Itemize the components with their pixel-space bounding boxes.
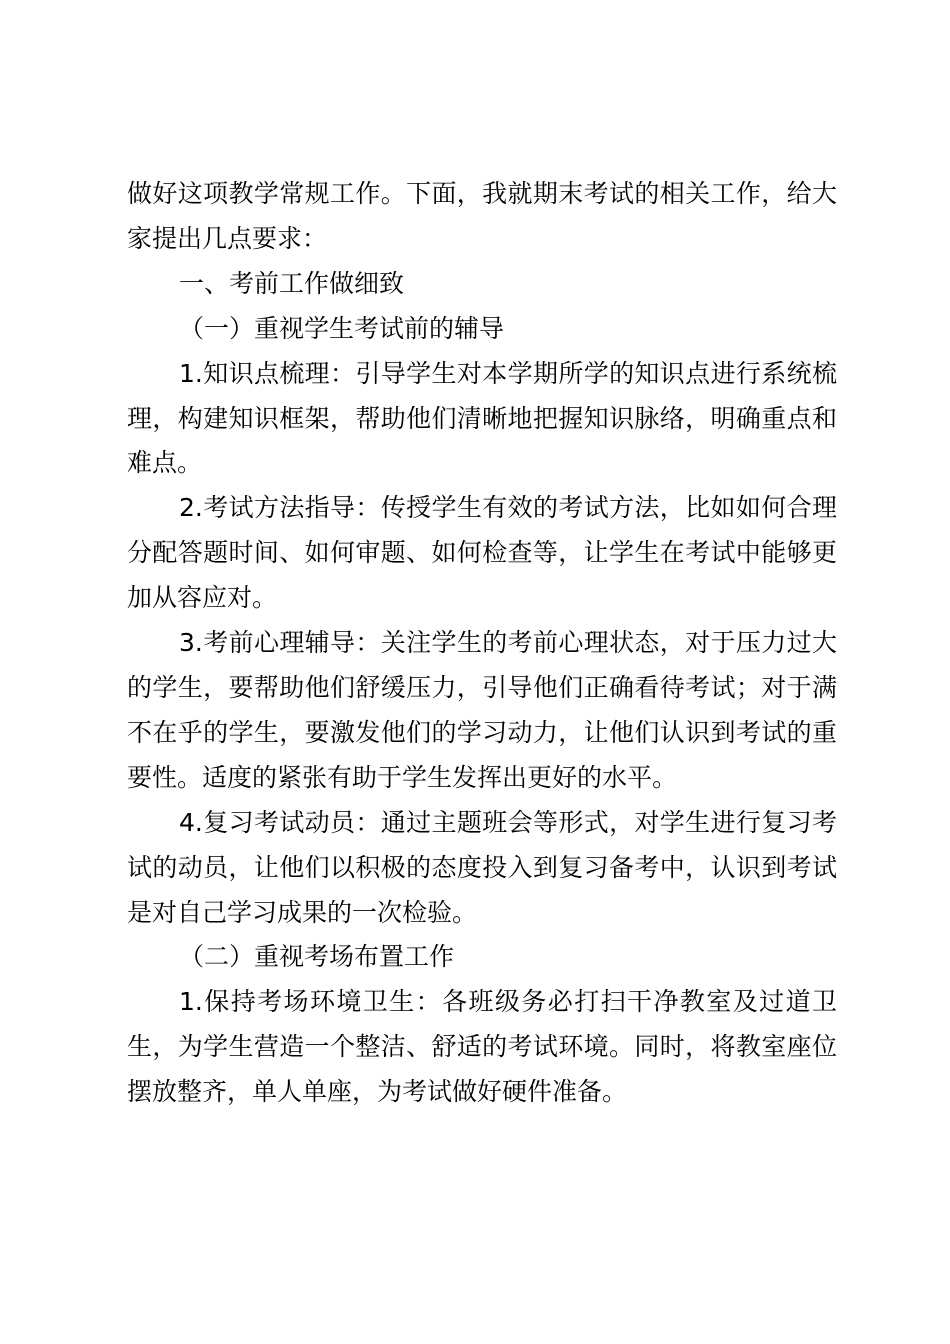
subsection-heading-1: （一）重视学生考试前的辅导	[179, 313, 505, 343]
subsection-heading-2: （二）重视考场布置工作	[179, 942, 455, 972]
paragraph-psych-counseling: 3.考前心理辅导：关注学生的考前心理状态，对于压力过大的学生，要帮助他们舒缓压力，引导他们正确看待考试；对于满不在乎的学生，要激发他们的学习动力，让他们认识到考试的重要性。适度的紧张有助于学生发挥出更好的水平。	[127, 628, 837, 792]
paragraph-knowledge-review: 1.知识点梳理：引导学生对本学期所学的知识点进行系统梳理，构建知识框架，帮助他们清晰地把握知识脉络，明确重点和难点。	[127, 358, 837, 478]
paragraph-continuation: 做好这项教学常规工作。下面，我就期末考试的相关工作，给大家提出几点要求：	[127, 179, 837, 253]
paragraph-review-mobilization: 4.复习考试动员：通过主题班会等形式，对学生进行复习考试的动员，让他们以积极的态度投入到复习备考中，认识到考试是对自己学习成果的一次检验。	[127, 807, 837, 927]
section-heading-1: 一、考前工作做细致	[179, 268, 405, 298]
paragraph-exam-method: 2.考试方法指导：传授学生有效的考试方法，比如如何合理分配答题时间、如何审题、如何检查等，让学生在考试中能够更加从容应对。	[127, 493, 837, 613]
document-body	[127, 172, 837, 1115]
paragraph-exam-room-hygiene: 1.保持考场环境卫生：各班级务必打扫干净教室及过道卫生，为学生营造一个整洁、舒适的考试环境。同时，将教室座位摆放整齐，单人单座，为考试做好硬件准备。	[127, 987, 837, 1107]
